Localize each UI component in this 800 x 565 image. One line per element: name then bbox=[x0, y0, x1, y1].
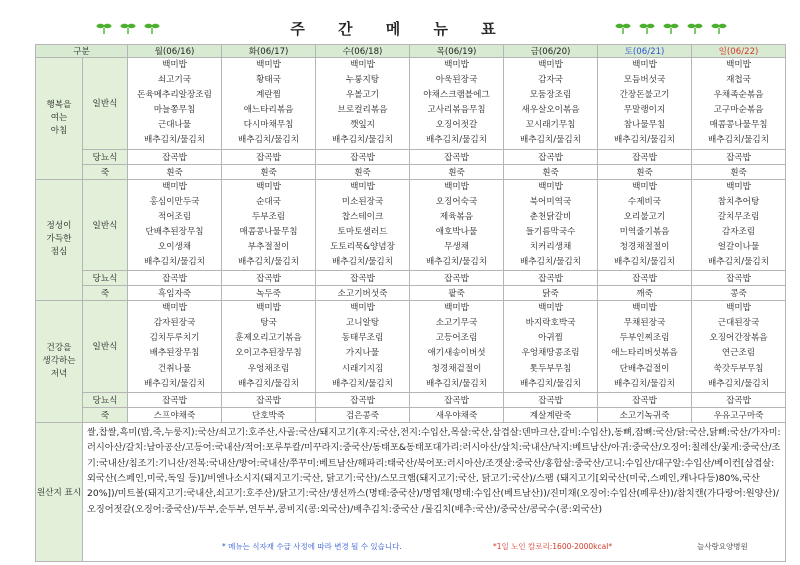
day-header-saturday: 토(06/21) bbox=[598, 45, 692, 58]
diabetic-cell: 잡곡밥 bbox=[410, 149, 504, 164]
dish-item: 우볼고기 bbox=[345, 90, 380, 101]
dish-item: 돈육메추리알장조림 bbox=[137, 90, 212, 101]
porridge-cell: 단호박죽 bbox=[222, 407, 316, 422]
dish-item: 근대된장국 bbox=[717, 318, 760, 329]
diabetic-cell: 잡곡밥 bbox=[128, 392, 222, 407]
dish-item: 시래기지짐 bbox=[341, 363, 384, 374]
menu-change-note: * 메뉴는 식자재 수급 사정에 따라 변경 될 수 있습니다. bbox=[222, 542, 402, 551]
meal-name-line: 생각하는 bbox=[42, 355, 76, 366]
dish-item: 오이고추된장무침 bbox=[235, 348, 302, 359]
dish-item: 순대국 bbox=[256, 196, 281, 207]
dish-item: 배추김치/물김치 bbox=[614, 135, 676, 146]
dish-item: 배추김치/물김치 bbox=[144, 135, 206, 146]
dish-item: 도토리묵&양념장 bbox=[330, 241, 395, 252]
dish-cell bbox=[316, 58, 410, 150]
meal-name-line: 건강을 bbox=[46, 342, 72, 353]
diabetic-cell: 잡곡밥 bbox=[222, 271, 316, 286]
diabetic-cell: 잡곡밥 bbox=[128, 149, 222, 164]
dish-item: 백미밥 bbox=[444, 181, 469, 192]
dish-item: 애호박나물 bbox=[435, 226, 478, 237]
dish-item: 제육볶음 bbox=[439, 211, 474, 222]
dish-item: 배추김치/물김치 bbox=[144, 378, 206, 389]
dish-item: 바지락호박국 bbox=[525, 318, 576, 329]
dish-item: 춘천닭갈비 bbox=[529, 211, 572, 222]
general-label: 일반식 bbox=[83, 58, 128, 150]
dish-item: 배추된장무침 bbox=[149, 348, 200, 359]
porridge-cell: 계살계란죽 bbox=[504, 407, 598, 422]
dish-cell bbox=[504, 179, 598, 271]
diabetic-label: 당뇨식 bbox=[83, 392, 128, 407]
dish-item: 백미밥 bbox=[350, 181, 375, 192]
calorie-note: *1일 노인 칼로리:1600-2000kcal* bbox=[493, 542, 613, 551]
dish-item: 소고기무국 bbox=[435, 318, 478, 329]
dish-item: 치커리생채 bbox=[529, 241, 572, 252]
diabetic-label: 당뇨식 bbox=[83, 271, 128, 286]
dish-item: 연근조림 bbox=[721, 348, 756, 359]
dish-item: 적어조림 bbox=[157, 211, 192, 222]
dish-item: 백미밥 bbox=[162, 303, 187, 314]
dish-item: 건취나물 bbox=[157, 363, 192, 374]
porridge-label: 죽 bbox=[83, 407, 128, 422]
dish-item: 배추김치/물김치 bbox=[332, 257, 394, 268]
dish-item: 오징어젓갈 bbox=[435, 120, 478, 131]
porridge-cell: 흰죽 bbox=[598, 164, 692, 179]
sprout-icon bbox=[711, 22, 727, 34]
meal-porridge-row bbox=[36, 286, 786, 301]
dish-cell bbox=[692, 179, 786, 271]
header-row bbox=[36, 45, 786, 58]
dish-item: 우엉채조림 bbox=[247, 363, 290, 374]
diabetic-cell: 잡곡밥 bbox=[598, 392, 692, 407]
dish-item: 근대나물 bbox=[157, 120, 192, 131]
dish-item: 고니알탕 bbox=[345, 318, 380, 329]
dish-cell bbox=[410, 179, 504, 271]
dish-item: 단배추겉절이 bbox=[619, 363, 670, 374]
sprout-icon bbox=[615, 22, 631, 34]
dish-item: 탕국 bbox=[260, 318, 277, 329]
dish-item: 고구마순볶음 bbox=[713, 105, 764, 116]
diabetic-cell: 잡곡밥 bbox=[410, 392, 504, 407]
dish-item: 누룽지탕 bbox=[345, 75, 380, 86]
dish-cell bbox=[316, 179, 410, 271]
dish-item: 홍심이만두국 bbox=[149, 196, 200, 207]
dish-item: 아욱된장국 bbox=[435, 75, 478, 86]
origin-row bbox=[36, 422, 786, 561]
meal-name-line: 행복을 bbox=[46, 99, 72, 110]
dish-item: 토마토샐러드 bbox=[337, 226, 388, 237]
dish-item: 깻잎지 bbox=[350, 120, 375, 131]
porridge-cell: 콩죽 bbox=[692, 286, 786, 301]
dish-item: 오리불고기 bbox=[623, 211, 666, 222]
dish-item: 얼갈이나물 bbox=[717, 241, 760, 252]
dish-item: 배추김치/물김치 bbox=[520, 257, 582, 268]
dish-item: 꼬시래기무침 bbox=[525, 120, 576, 131]
dish-item: 청경채절절이 bbox=[619, 241, 670, 252]
dish-item: 우채족순볶음 bbox=[713, 90, 764, 101]
diabetic-cell: 잡곡밥 bbox=[692, 392, 786, 407]
dish-item: 가지나물 bbox=[345, 348, 380, 359]
dish-cell bbox=[128, 301, 222, 393]
dish-item: 감자된장국 bbox=[153, 318, 196, 329]
meal-name bbox=[36, 58, 83, 180]
dish-item: 배추김치/물김치 bbox=[144, 257, 206, 268]
sprout-icon bbox=[663, 22, 679, 34]
meal-name bbox=[36, 301, 83, 423]
dish-item: 고사리볶음무침 bbox=[427, 105, 486, 116]
porridge-cell: 깨죽 bbox=[598, 286, 692, 301]
diabetic-cell: 잡곡밥 bbox=[598, 271, 692, 286]
dish-item: 배추김치/물김치 bbox=[238, 378, 300, 389]
meal-name-line: 저녁 bbox=[50, 368, 68, 379]
sprout-icon bbox=[639, 22, 655, 34]
dish-cell bbox=[316, 301, 410, 393]
dish-item: 백미밥 bbox=[256, 303, 281, 314]
origin-label: 원산지 표시 bbox=[36, 422, 83, 561]
porridge-cell: 소고기버섯죽 bbox=[316, 286, 410, 301]
dish-item: 무말랭이지 bbox=[623, 105, 666, 116]
dish-item: 배추김치/물김치 bbox=[238, 135, 300, 146]
dish-item: 간장돈불고기 bbox=[619, 90, 670, 101]
sprout-decoration-right bbox=[615, 22, 727, 34]
dish-item: 배추김치/물김치 bbox=[426, 257, 488, 268]
dish-item: 애느타리버섯볶음 bbox=[611, 348, 678, 359]
dish-item: 참치추어탕 bbox=[717, 196, 760, 207]
dish-item: 무생채 bbox=[444, 241, 469, 252]
dish-item: 배추김치/물김치 bbox=[426, 135, 488, 146]
dish-item: 배추김치/물김치 bbox=[708, 257, 770, 268]
dish-item: 우엉채땅콩조림 bbox=[521, 348, 580, 359]
dish-item: 단배추된장무침 bbox=[145, 226, 204, 237]
porridge-label: 죽 bbox=[83, 164, 128, 179]
dish-cell bbox=[410, 58, 504, 150]
porridge-cell: 흰죽 bbox=[504, 164, 598, 179]
dish-item: 감자국 bbox=[538, 75, 563, 86]
dish-item: 배추김치/물김치 bbox=[520, 378, 582, 389]
meal-name-line: 점심 bbox=[50, 247, 68, 258]
dish-item: 북어미역국 bbox=[529, 196, 572, 207]
dish-cell bbox=[598, 58, 692, 150]
dish-item: 갈치무조림 bbox=[717, 211, 760, 222]
general-label: 일반식 bbox=[83, 179, 128, 271]
dish-item: 동태무조림 bbox=[341, 333, 384, 344]
dish-item: 야채스크램블에그 bbox=[423, 90, 490, 101]
meal-name bbox=[36, 179, 83, 301]
dish-item: 모듬버섯국 bbox=[623, 75, 666, 86]
porridge-cell: 새우야채죽 bbox=[410, 407, 504, 422]
diabetic-cell: 잡곡밥 bbox=[410, 271, 504, 286]
diabetic-cell: 잡곡밥 bbox=[692, 149, 786, 164]
meal-diabetic-row bbox=[36, 149, 786, 164]
meal-name-line: 정성이 bbox=[46, 221, 72, 232]
dish-item: 백미밥 bbox=[350, 303, 375, 314]
dish-item: 배추김치/물김치 bbox=[708, 135, 770, 146]
dish-cell bbox=[598, 179, 692, 271]
sprout-icon bbox=[687, 22, 703, 34]
dish-cell bbox=[410, 301, 504, 393]
dish-item: 훈제오리고기볶음 bbox=[235, 333, 302, 344]
diabetic-label: 당뇨식 bbox=[83, 149, 128, 164]
dish-item: 백미밥 bbox=[538, 181, 563, 192]
dish-item: 백미밥 bbox=[726, 303, 751, 314]
facility-name: 늘사랑요양병원 bbox=[697, 542, 748, 551]
porridge-cell: 흰죽 bbox=[316, 164, 410, 179]
meal-general-row bbox=[36, 179, 786, 271]
dish-item: 백미밥 bbox=[632, 181, 657, 192]
dish-item: 쇠고기국 bbox=[157, 75, 192, 86]
dish-item: 무채된장국 bbox=[623, 318, 666, 329]
dish-item: 매콤콩나물무침 bbox=[709, 120, 768, 131]
meal-diabetic-row bbox=[36, 392, 786, 407]
dish-item: 백미밥 bbox=[162, 181, 187, 192]
dish-item: 오징어간장볶음 bbox=[709, 333, 768, 344]
day-header: 수(06/18) bbox=[316, 45, 410, 58]
porridge-cell: 닭죽 bbox=[504, 286, 598, 301]
dish-item: 김치두루치기 bbox=[149, 333, 200, 344]
dish-cell bbox=[222, 179, 316, 271]
dish-item: 배추김치/물김치 bbox=[426, 378, 488, 389]
dish-item: 감자조림 bbox=[721, 226, 756, 237]
day-header: 월(06/16) bbox=[128, 45, 222, 58]
day-header: 목(06/19) bbox=[410, 45, 504, 58]
porridge-cell: 흰죽 bbox=[128, 164, 222, 179]
weekly-menu-table bbox=[35, 44, 786, 562]
dish-item: 배추김치/물김치 bbox=[520, 135, 582, 146]
dish-item: 백미밥 bbox=[726, 60, 751, 70]
dish-item: 수제비국 bbox=[627, 196, 662, 207]
dish-item: 부추절절이 bbox=[247, 241, 290, 252]
meal-porridge-row bbox=[36, 164, 786, 179]
meal-porridge-row bbox=[36, 407, 786, 422]
meal-general-row bbox=[36, 58, 786, 150]
day-header: 화(06/17) bbox=[222, 45, 316, 58]
dish-item: 백미밥 bbox=[632, 303, 657, 314]
dish-item: 미역줄기볶음 bbox=[619, 226, 670, 237]
dish-cell bbox=[222, 58, 316, 150]
dish-item: 쑥갓두부무침 bbox=[713, 363, 764, 374]
porridge-cell: 흰죽 bbox=[410, 164, 504, 179]
day-header-sunday: 일(06/22) bbox=[692, 45, 786, 58]
diabetic-cell: 잡곡밥 bbox=[504, 392, 598, 407]
meal-name-line: 아침 bbox=[50, 125, 68, 136]
dish-item: 애느타리볶음 bbox=[243, 105, 294, 116]
dish-cell bbox=[692, 58, 786, 150]
meal-diabetic-row bbox=[36, 271, 786, 286]
dish-item: 두부조림 bbox=[251, 211, 286, 222]
dish-item: 백미밥 bbox=[538, 60, 563, 70]
dish-item: 배추김치/물김치 bbox=[708, 378, 770, 389]
diabetic-cell: 잡곡밥 bbox=[222, 392, 316, 407]
dish-item: 톳두부무침 bbox=[529, 363, 572, 374]
diabetic-cell: 잡곡밥 bbox=[504, 149, 598, 164]
diabetic-cell: 잡곡밥 bbox=[128, 271, 222, 286]
meal-general-row bbox=[36, 301, 786, 393]
dish-item: 고등어조림 bbox=[435, 333, 478, 344]
dish-item: 미소된장국 bbox=[341, 196, 384, 207]
diabetic-cell: 잡곡밥 bbox=[316, 392, 410, 407]
dish-item: 애기새송이버섯 bbox=[427, 348, 486, 359]
dish-item: 모둠장조림 bbox=[529, 90, 572, 101]
diabetic-cell: 잡곡밥 bbox=[222, 149, 316, 164]
dish-item: 찹스테이크 bbox=[341, 211, 384, 222]
diabetic-cell: 잡곡밥 bbox=[504, 271, 598, 286]
dish-item: 배추김치/물김치 bbox=[614, 257, 676, 268]
diabetic-cell: 잡곡밥 bbox=[598, 149, 692, 164]
dish-item: 재첩국 bbox=[726, 75, 751, 86]
dish-cell bbox=[128, 179, 222, 271]
general-label: 일반식 bbox=[83, 301, 128, 393]
dish-item: 황태국 bbox=[256, 75, 281, 86]
dish-item: 들기름막국수 bbox=[525, 226, 576, 237]
dish-cell bbox=[222, 301, 316, 393]
dish-item: 백미밥 bbox=[726, 181, 751, 192]
page-title: 주 간 메 뉴 표 bbox=[290, 20, 510, 38]
dish-item: 계란찜 bbox=[256, 90, 281, 101]
diabetic-cell: 잡곡밥 bbox=[692, 271, 786, 286]
dish-item: 백미밥 bbox=[256, 181, 281, 192]
porridge-cell: 흰죽 bbox=[692, 164, 786, 179]
porridge-cell: 우유고구마죽 bbox=[692, 407, 786, 422]
dish-item: 새우살오이볶음 bbox=[521, 105, 580, 116]
diabetic-cell: 잡곡밥 bbox=[316, 149, 410, 164]
dish-item: 배추김치/물김치 bbox=[332, 378, 394, 389]
dish-item: 백미밥 bbox=[350, 60, 375, 70]
dish-cell bbox=[692, 301, 786, 393]
porridge-label: 죽 bbox=[83, 286, 128, 301]
dish-item: 백미밥 bbox=[444, 303, 469, 314]
porridge-cell: 흰죽 bbox=[222, 164, 316, 179]
dish-item: 배추김치/물김치 bbox=[332, 135, 394, 146]
dish-item: 백미밥 bbox=[538, 303, 563, 314]
dish-item: 배추김치/물김치 bbox=[614, 378, 676, 389]
dish-item: 아귀찜 bbox=[538, 333, 563, 344]
origin-text: 쌀,찹쌀,흑미(밥,죽,누룽지):국산/쇠고기:호주산,사골:국산/돼지고기(후지:국산,전지:수입산,목살:국산,삼겹살:덴마크산,갈비:수입산),동뼈,잡뼈:국산/닭:국산,닭뼈:국산/가자미:러시아산/갈치:남아공산/고등어:국내산/적어:포루투칼/미꾸라지:중국산/동태포&동태포대가리:러시아산/삼치:국내산/낙지:베트남산/아귀:중국산/오징어:칠레산/꽃게:중국산/조기:국내산/침조기:기니산/전복:국내산/방어:국내산/쭈꾸미:베트남산/해파리:태국산/북어포:러시아산/조갯살:중국산/홍합살:중국산/고니:수입산/대구알:수입산/베이컨[삼겹살:외국산(스페인,미국,독일 등)]/비엔나소시지(돼지고기:국산, 닭고기:국산)/스모크햄(돼지고기:국산, 닭고기:국산)/스팸 (돼지고기[외국산(미국,스페인,캐나다등)80%,국산20%])/미트볼(돼지고기:국내산,쇠고기:호주산)/닭고기:국산/생선까스(명태:중국산)/명엽채(명태:수입산(베트남산))/진미채(오징어:수입산(페루산))/참치캔(가다랑어:원양산)/오징어젓갈(오징어:중국산)/두부,순두부,연두부,콩비지(콩:외국산)/배추김치:중국산 /물김치(배추:국산)/중국산/콩국수(콩:외국산) bbox=[83, 422, 786, 561]
dish-item: 백미밥 bbox=[256, 60, 281, 70]
porridge-cell: 검은콩죽 bbox=[316, 407, 410, 422]
dish-item: 매콤콩나물무침 bbox=[239, 226, 298, 237]
page-header bbox=[0, 0, 800, 44]
porridge-cell: 녹두죽 bbox=[222, 286, 316, 301]
dish-item: 브로컬리볶음 bbox=[337, 105, 388, 116]
dish-item: 오이생채 bbox=[157, 241, 192, 252]
porridge-cell: 스프야채죽 bbox=[128, 407, 222, 422]
dish-item: 청경채겉절이 bbox=[431, 363, 482, 374]
category-header: 구분 bbox=[36, 45, 128, 58]
dish-cell bbox=[504, 58, 598, 150]
dish-item: 다시마채무침 bbox=[243, 120, 294, 131]
day-header: 금(06/20) bbox=[504, 45, 598, 58]
diabetic-cell: 잡곡밥 bbox=[316, 271, 410, 286]
porridge-cell: 팥죽 bbox=[410, 286, 504, 301]
dish-cell bbox=[504, 301, 598, 393]
dish-cell bbox=[128, 58, 222, 150]
dish-item: 두부인찌조림 bbox=[619, 333, 670, 344]
dish-item: 참나물무침 bbox=[623, 120, 666, 131]
porridge-cell: 소고기녹귀죽 bbox=[598, 407, 692, 422]
dish-item: 마늘쫑무침 bbox=[153, 105, 196, 116]
dish-cell bbox=[598, 301, 692, 393]
dish-item: 배추김치/물김치 bbox=[238, 257, 300, 268]
meal-name-line: 가득한 bbox=[46, 234, 72, 245]
dish-item: 백미밥 bbox=[632, 60, 657, 70]
meal-name-line: 여는 bbox=[50, 112, 68, 123]
porridge-cell: 흑임자죽 bbox=[128, 286, 222, 301]
dish-item: 백미밥 bbox=[444, 60, 469, 70]
dish-item: 백미밥 bbox=[162, 60, 187, 70]
dish-item: 오징어숙국 bbox=[435, 196, 478, 207]
